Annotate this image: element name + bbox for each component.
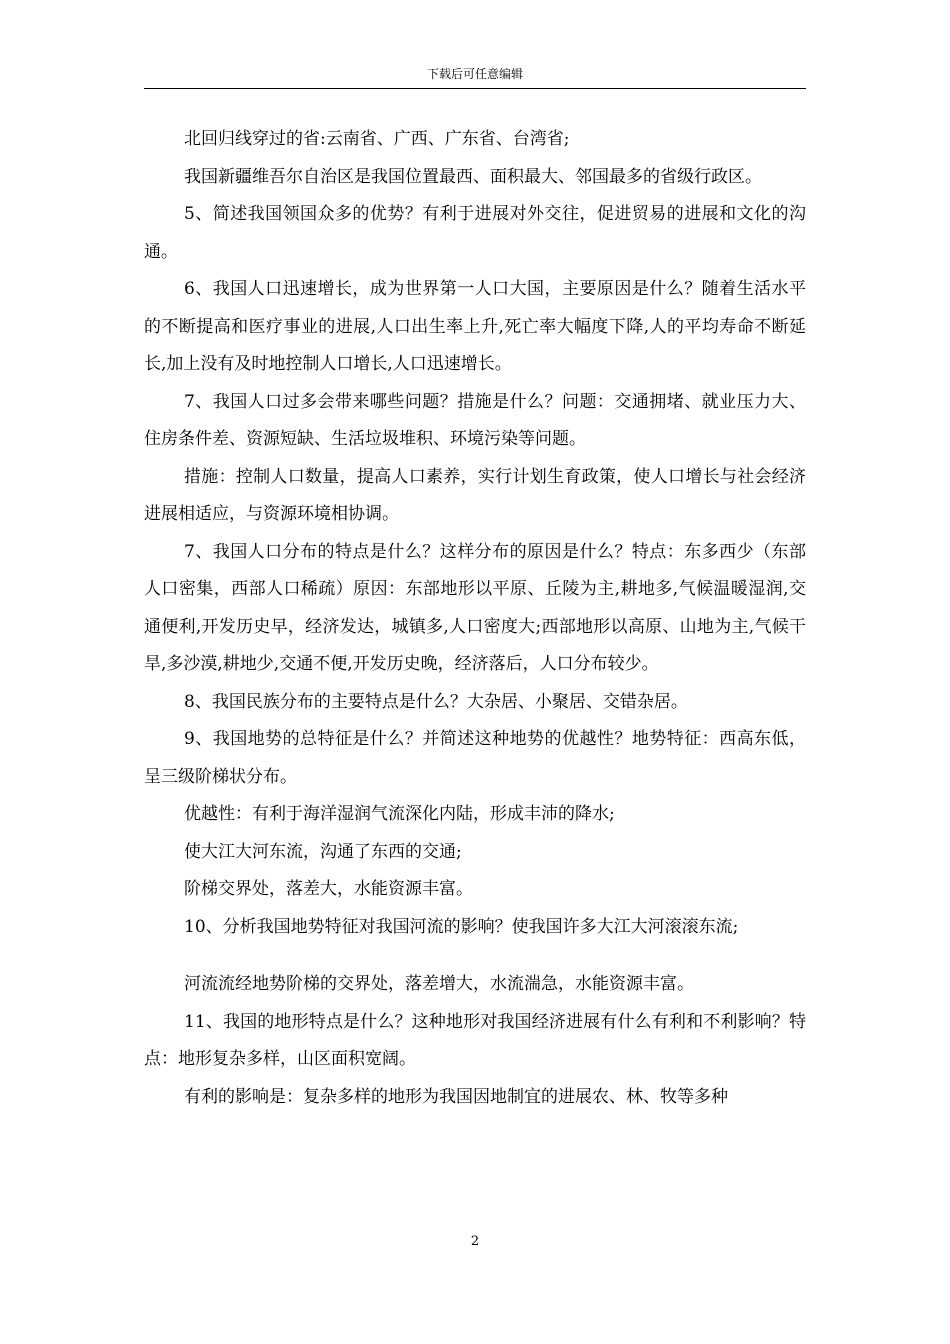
- header-rule: [144, 88, 806, 89]
- paragraph-q7-population-problems: 7、我国人口过多会带来哪些问题？措施是什么？问题：交通拥堵、就业压力大、住房条件差、资源短缺、生活垃圾堆积、环境污染等问题。: [144, 391, 806, 449]
- paragraph-q8-ethnic-distribution: 8、我国民族分布的主要特点是什么？大杂居、小聚居、交错杂居。: [184, 691, 688, 712]
- paragraph-advantage-hydropower: 阶梯交界处，落差大，水能资源丰富。: [184, 879, 473, 899]
- paragraph-q10-rivers: 10、分析我国地势特征对我国河流的影响？使我国许多大江大河滚滚东流;: [184, 916, 739, 937]
- paragraph-advantage-rainfall: 优越性：有利于海洋湿润气流深化内陆，形成丰沛的降水;: [184, 804, 615, 824]
- paragraph-q11-landforms: 11、我国的地形特点是什么？这种地形对我国经济进展有什么有利和不利影响？特点：地形复杂多样，山区面积宽阔。: [144, 1011, 806, 1069]
- paragraph-measures: 措施：控制人口数量，提高人口素养，实行计划生育政策，使人口增长与社会经济进展相适应，与资源环境相协调。: [144, 466, 806, 524]
- paragraph-favorable-influence: 有利的影响是：复杂多样的地形为我国因地制宜的进展农、林、牧等多种: [184, 1086, 728, 1107]
- paragraph-q7-population-distribution: 7、我国人口分布的特点是什么？这样分布的原因是什么？特点：东多西少（东部人口密集，西部人口稀疏）原因：东部地形以平原、丘陵为主,耕地多,气候温暖湿润,交通便利,开发历史早，经济发达，城镇多,人口密度大;西部地形以高原、山地为主,气候干旱,多沙漠,耕地少,交通不便,开发历史晚，经济落后，人口分布较少。: [144, 541, 806, 674]
- paragraph-river-steps: 河流流经地势阶梯的交界处，落差增大，水流湍急，水能资源丰富。: [184, 974, 694, 994]
- page-header: 下载后可任意编辑: [426, 67, 523, 81]
- paragraph-q9-terrain: 9、我国地势的总特征是什么？并简述这种地势的优越性？地势特征：西高东低，呈三级阶梯状分布。: [144, 729, 806, 787]
- paragraph-q6-population-growth: 6、我国人口迅速增长，成为世界第一人口大国，主要原因是什么？随着生活水平的不断提高和医疗事业的进展,人口出生率上升,死亡率大幅度下降,人的平均寿命不断延长,加上没有及时地控制人口增长,人口迅速增长。: [144, 279, 806, 374]
- paragraph-q5-neighbors: 5、简述我国领国众多的优势？有利于进展对外交往，促进贸易的进展和文化的沟通。: [144, 204, 806, 262]
- page-number: 2: [470, 1234, 480, 1249]
- document-body: [144, 121, 806, 1116]
- paragraph-advantage-transport: 使大江大河东流，沟通了东西的交通;: [184, 841, 462, 862]
- paragraph-tropic-of-cancer: 北回归线穿过的省:云南省、广西、广东省、台湾省;: [184, 129, 570, 149]
- paragraph-xinjiang: 我国新疆维吾尔自治区是我国位置最西、面积最大、邻国最多的省级行政区。: [184, 166, 762, 187]
